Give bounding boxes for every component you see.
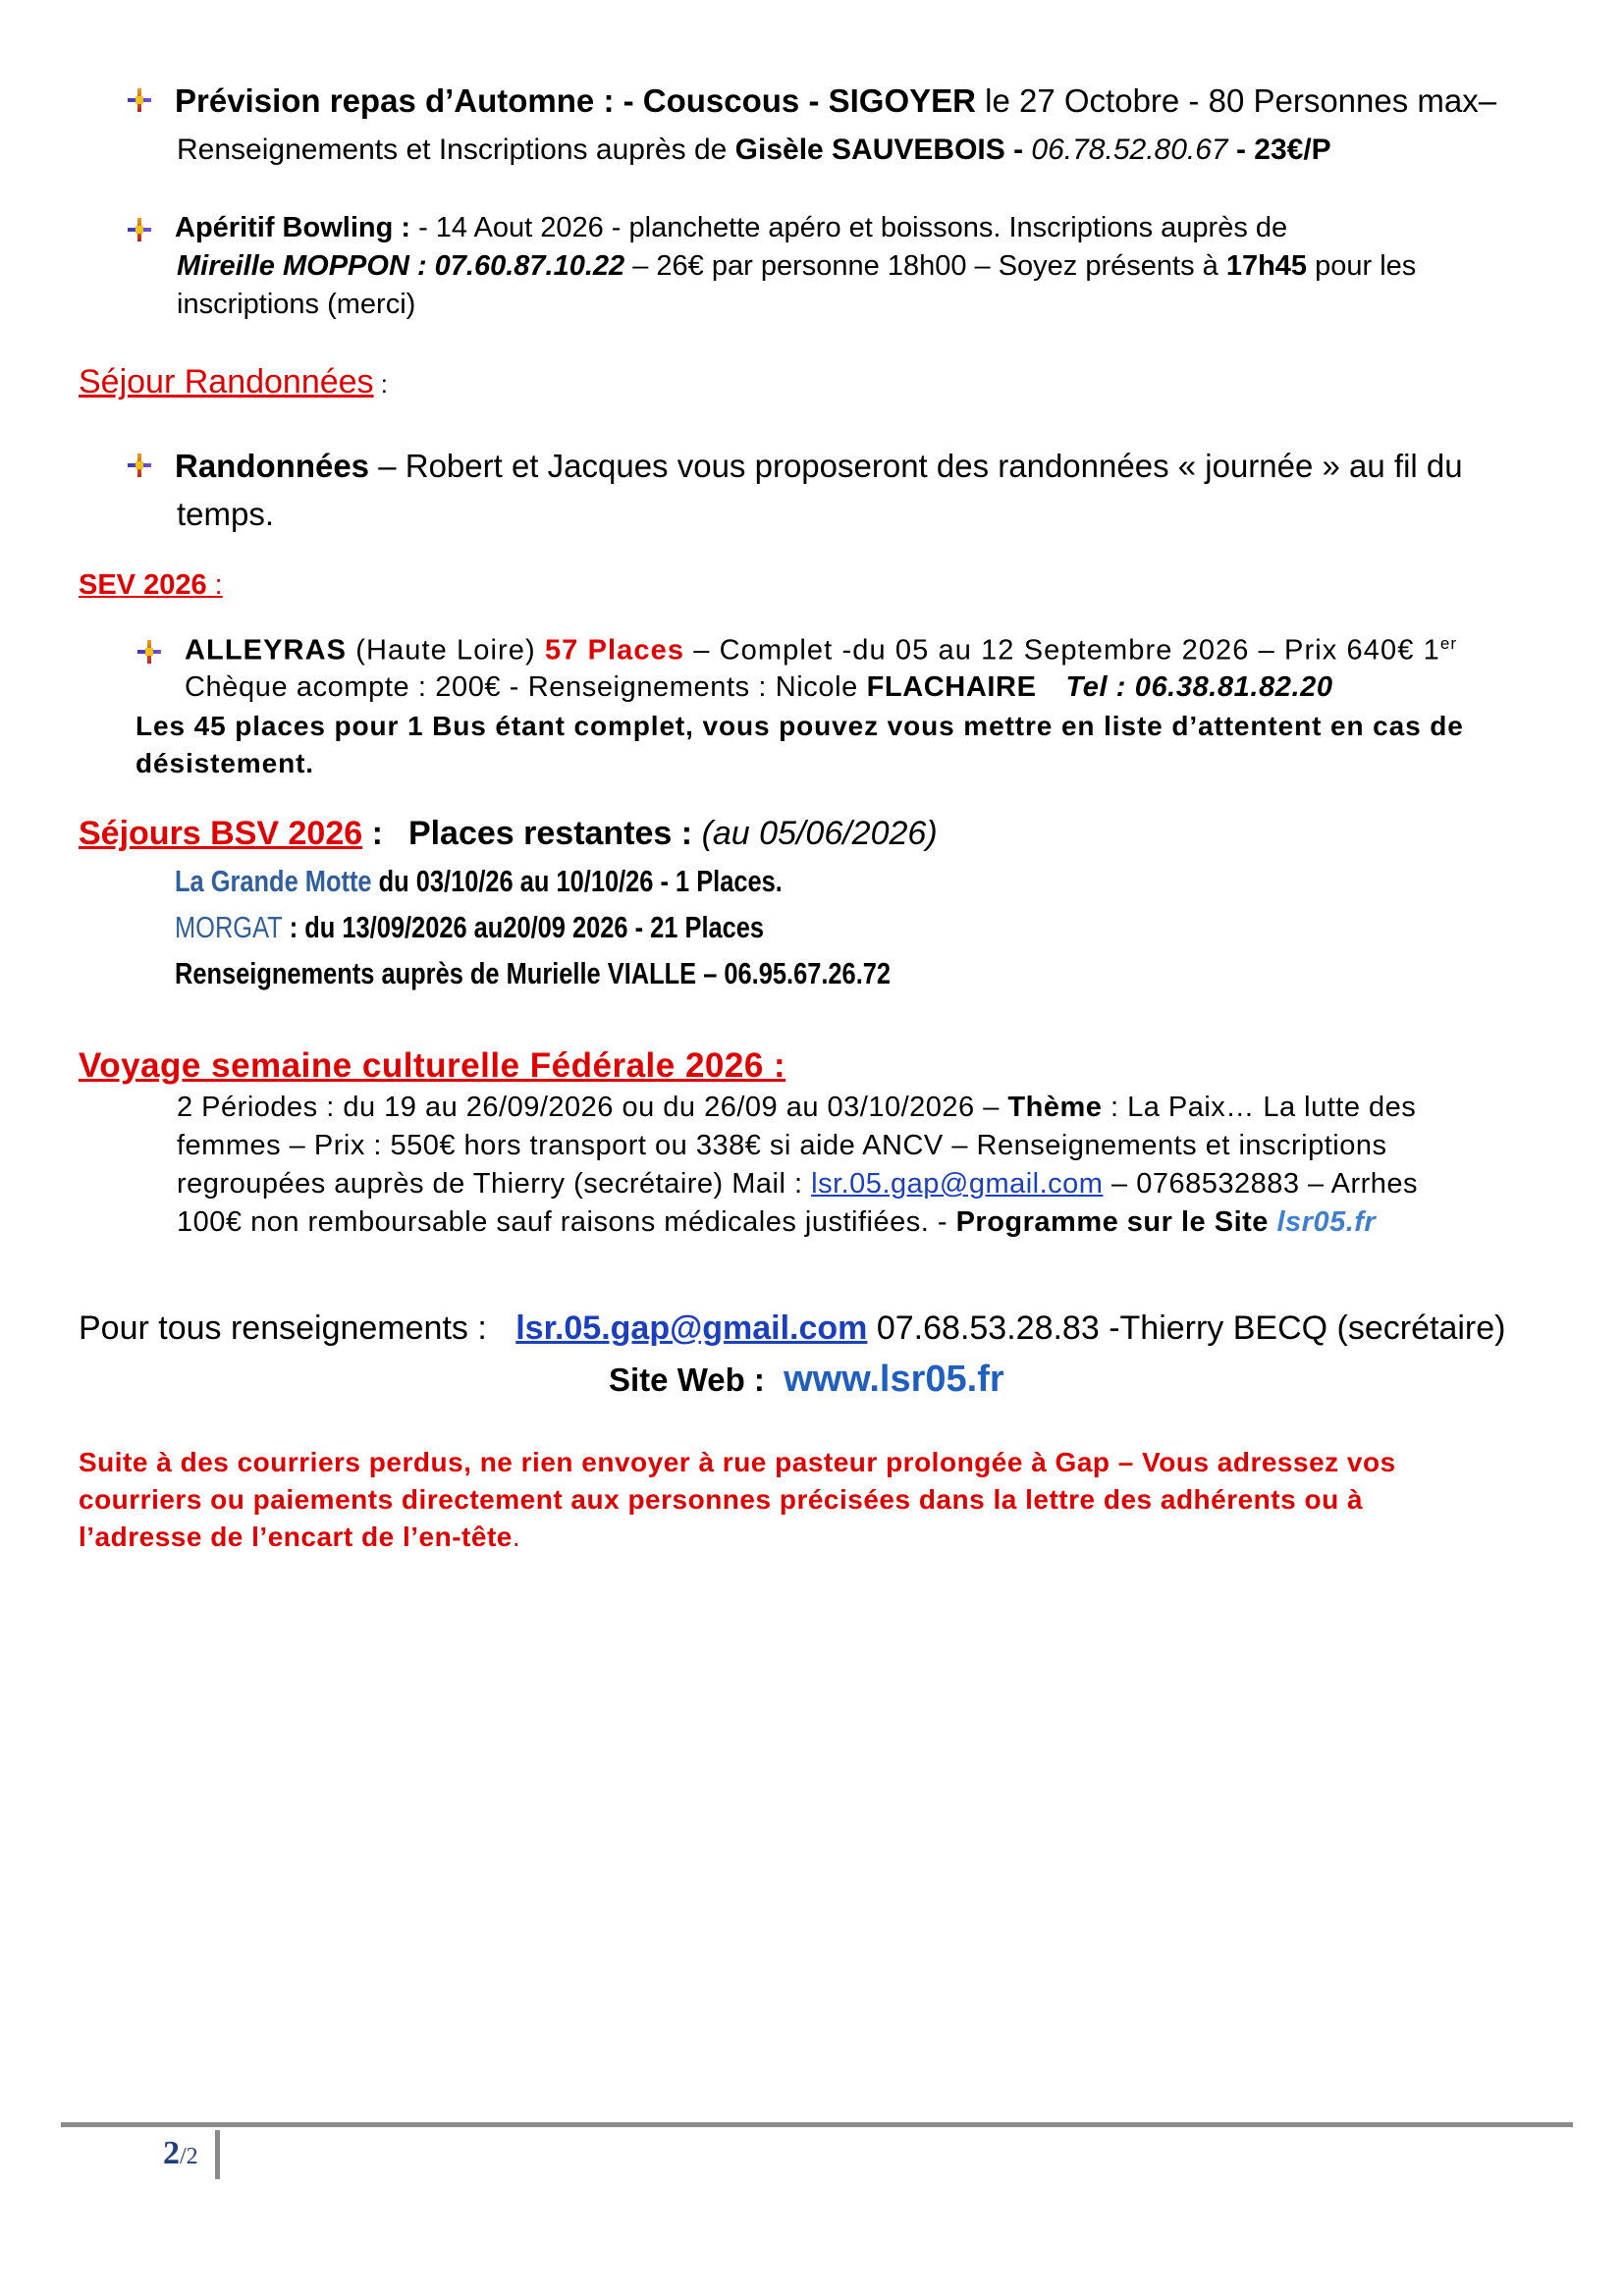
voyage-programme: Programme sur le Site bbox=[955, 1206, 1277, 1238]
contact-line bbox=[79, 1309, 1505, 1348]
repas-line-2 bbox=[177, 133, 1331, 167]
randonnees-item-line-2 bbox=[177, 496, 274, 533]
randonnees-item-text-2: temps. bbox=[177, 496, 275, 532]
warning-line-3-a: l’adresse de l’encart de l’en-tête bbox=[79, 1522, 513, 1552]
voyage-mail-link[interactable]: lsr.05.gap@gmail.com bbox=[811, 1168, 1104, 1200]
warning-line-3-b: . bbox=[512, 1522, 521, 1552]
sev-rest: – Complet -du 05 au 12 Septembre 2026 – Prix 640€ 1 bbox=[684, 634, 1440, 667]
randonnees-heading-suffix: : bbox=[373, 369, 389, 399]
warning-line-2 bbox=[79, 1484, 1363, 1516]
randonnees-heading-text: Séjour Randonnées bbox=[79, 363, 374, 400]
repas-rest: le 27 Octobre - 80 Personnes max– bbox=[975, 82, 1497, 119]
sev-note-1-text: Les 45 places pour 1 Bus étant complet, vous pouvez vous mettre en liste d’attentent en cas de bbox=[135, 711, 1464, 741]
sev-note-2 bbox=[135, 748, 314, 779]
bsv-row-3-text: Renseignements auprès de Murielle VIALLE – 06.95.67.26.72 bbox=[175, 956, 892, 990]
voyage-line-1 bbox=[177, 1092, 1416, 1124]
sev-note-2-text: désistement. bbox=[135, 748, 314, 778]
warning-line-3 bbox=[79, 1522, 520, 1553]
warning-line-2-text: courriers ou paiements directement aux personnes précisées dans la lettre des adhérents ou à bbox=[79, 1484, 1364, 1515]
bowling-line-3 bbox=[177, 289, 415, 321]
randonnees-item-title: Randonnées bbox=[175, 448, 370, 484]
randonnees-item-text: – Robert et Jacques vous proposeront des randonnées « journée » au fil du bbox=[369, 448, 1463, 484]
site-url[interactable]: www.lsr05.fr bbox=[784, 1359, 1004, 1400]
bullet-icon bbox=[128, 88, 151, 112]
sev-note-1 bbox=[135, 711, 1464, 742]
bsv-row-2 bbox=[175, 910, 764, 945]
repas-contact-name: Gisèle SAUVEBOIS - bbox=[734, 133, 1032, 166]
bowling-rest-c: inscriptions (merci) bbox=[177, 289, 416, 320]
footer-vertical-bar bbox=[215, 2130, 220, 2179]
sev-contact-name: FLACHAIRE bbox=[866, 671, 1037, 703]
sev-heading-suffix: : bbox=[206, 569, 223, 601]
sev-heading bbox=[79, 569, 223, 602]
site-label: Site Web : bbox=[609, 1362, 775, 1398]
bullet-icon bbox=[128, 454, 151, 477]
warning-line-1-text: Suite à des courriers perdus, ne rien envoyer à rue pasteur prolongée à Gap – Vous adressez vos bbox=[79, 1447, 1396, 1477]
bowling-rest: - 14 Aout 2026 - planchette apéro et boissons. Inscriptions auprès de bbox=[418, 212, 1288, 243]
footer-divider bbox=[61, 2122, 1573, 2127]
voyage-site[interactable]: lsr05.fr bbox=[1276, 1206, 1377, 1238]
bsv-heading bbox=[79, 815, 938, 853]
bowling-contact: Mireille MOPPON : 07.60.87.10.22 bbox=[177, 250, 625, 282]
bowling-rest-b: pour les bbox=[1307, 250, 1417, 282]
bsv-row-2-place: MORGAT bbox=[175, 910, 283, 944]
page-number bbox=[163, 2135, 198, 2172]
bsv-row-1-rest: du 03/10/26 au 10/10/26 - 1 Places. bbox=[371, 864, 783, 898]
bsv-heading-text: Séjours BSV 2026 bbox=[79, 815, 363, 852]
voyage-heading bbox=[79, 1046, 785, 1086]
voyage-line-3-b: – 0768532883 – Arrhes bbox=[1103, 1168, 1419, 1200]
site-line bbox=[609, 1359, 1004, 1401]
voyage-line-3-a: regroupées auprès de Thierry (secrétaire) Mail : bbox=[177, 1168, 812, 1200]
bowling-line-2 bbox=[177, 250, 1416, 283]
voyage-line-1-b: : La Paix… La lutte des bbox=[1102, 1092, 1417, 1123]
page-current: 2 bbox=[163, 2135, 180, 2171]
bowling-line-1 bbox=[175, 212, 1287, 244]
bullet-icon bbox=[137, 640, 161, 664]
bsv-places-label: Places restantes : bbox=[407, 815, 702, 852]
bullet-icon bbox=[128, 218, 151, 241]
voyage-line-3 bbox=[177, 1168, 1418, 1201]
repas-price: - 23€/P bbox=[1227, 133, 1331, 166]
voyage-heading-text: Voyage semaine culturelle Fédérale 2026 : bbox=[79, 1046, 786, 1085]
sev-region: (Haute Loire) bbox=[347, 634, 545, 667]
contact-label: Pour tous renseignements : bbox=[79, 1309, 497, 1347]
bowling-time: 17h45 bbox=[1225, 250, 1308, 282]
repas-phone: 06.78.52.80.67 bbox=[1031, 133, 1228, 166]
contact-rest: 07.68.53.28.83 -Thierry BECQ (secrétaire) bbox=[867, 1309, 1506, 1347]
voyage-line-4-a: 100€ non remboursable sauf raisons médicales justifiées. - bbox=[177, 1206, 956, 1238]
repas-title: Prévision repas d’Automne : - Couscous - SIGOYER bbox=[175, 82, 976, 119]
voyage-line-1-a: 2 Périodes : du 19 au 26/09/2026 ou du 26/09 au 03/10/2026 – bbox=[177, 1092, 1008, 1123]
voyage-line-2-text: femmes – Prix : 550€ hors transport ou 338€ si aide ANCV – Renseignements et inscriptions bbox=[177, 1130, 1387, 1161]
repas-line-1 bbox=[175, 82, 1496, 120]
bsv-row-1-place: La Grande Motte bbox=[175, 864, 372, 898]
repas-info: Renseignements et Inscriptions auprès de bbox=[177, 133, 735, 166]
voyage-line-4 bbox=[177, 1206, 1376, 1239]
sev-place: ALLEYRAS bbox=[185, 634, 348, 667]
bsv-row-2-rest: : du 13/09/2026 au20/09 2026 - 21 Places bbox=[282, 910, 765, 944]
sev-heading-text: SEV 2026 bbox=[79, 569, 207, 601]
sev-acompte: Chèque acompte : 200€ - Renseignements : Nicole bbox=[185, 671, 867, 703]
warning-line-1 bbox=[79, 1447, 1396, 1478]
sev-places: 57 Places bbox=[544, 634, 685, 667]
bowling-title: Apéritif Bowling : bbox=[175, 212, 419, 243]
contact-email-link[interactable]: lsr.05.gap@gmail.com bbox=[515, 1309, 868, 1347]
voyage-theme: Thème bbox=[1007, 1092, 1103, 1123]
bsv-heading-suffix: : bbox=[362, 815, 383, 852]
bsv-date-note: (au 05/06/2026) bbox=[701, 815, 938, 852]
voyage-line-2 bbox=[177, 1130, 1387, 1162]
randonnees-heading bbox=[79, 363, 388, 401]
sev-line-2 bbox=[185, 671, 1333, 704]
sev-tel: Tel : 06.38.81.82.20 bbox=[1065, 671, 1333, 703]
sev-line-1 bbox=[185, 634, 1457, 667]
sev-sup: er bbox=[1439, 634, 1458, 653]
bsv-row-3 bbox=[175, 956, 891, 991]
bowling-rest-a: – 26€ par personne 18h00 – Soyez présents à bbox=[624, 250, 1226, 282]
page-total: /2 bbox=[180, 2144, 198, 2169]
randonnees-item-line-1 bbox=[175, 448, 1463, 485]
bsv-row-1 bbox=[175, 864, 783, 899]
